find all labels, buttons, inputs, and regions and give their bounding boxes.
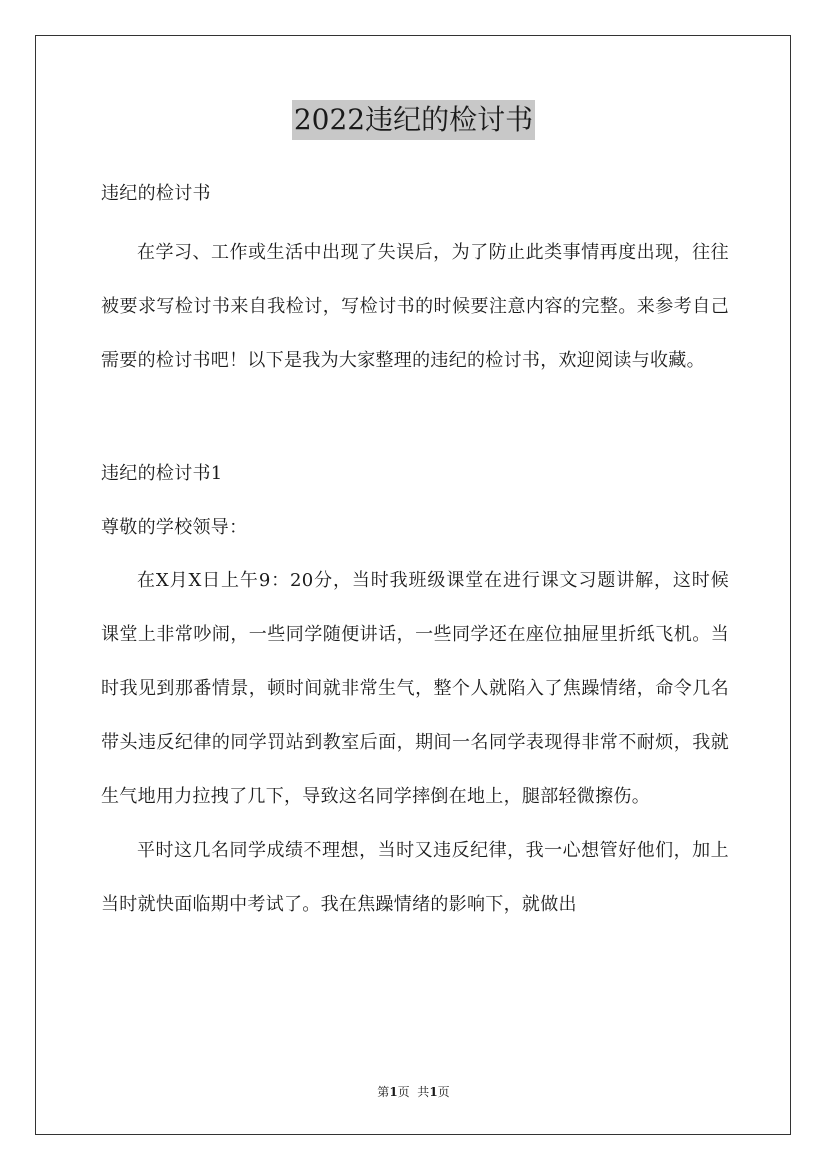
document-title: 2022违纪的检讨书 [292, 100, 535, 140]
footer-page-prefix: 第 [377, 1085, 390, 1099]
footer-page-current: 1 [389, 1085, 398, 1099]
salutation: 尊敬的学校领导： [101, 517, 248, 538]
title-wrap [0, 100, 827, 140]
intro-paragraph: 在学习、工作或生活中出现了失误后，为了防止此类事情再度出现，往往被要求写检讨书来自我检讨，写检讨书的时候要注意内容的完整。来参考自己需要的检讨书吧！以下是我为大家整理的违纪的检讨书，欢迎阅读与收藏。 [101, 242, 729, 371]
body-paragraph-2: 平时这几名同学成绩不理想，当时又违反纪律，我一心想管好他们，加上当时就快面临期中考试了。我在焦躁情绪的影响下，就做出 [101, 840, 729, 915]
document-body [101, 178, 729, 932]
footer-page-total: 1 [429, 1085, 438, 1099]
body-paragraph-1: 在X月X日上午9：20分，当时我班级课堂在进行课文习题讲解，这时候课堂上非常吵闹，一些同学随便讲话，一些同学还在座位抽屉里折纸飞机。当时我见到那番情景，顿时间就非常生气，整个人就陷入了焦躁情绪，命令几名带头违反纪律的同学罚站到教室后面，期间一名同学表现得非常不耐烦，我就生气地用力拉拽了几下，导致这名同学摔倒在地上，腿部轻微擦伤。 [101, 570, 729, 807]
section-heading: 违纪的检讨书1 [101, 463, 223, 484]
footer-page-mid: 页 共 [397, 1085, 430, 1099]
page-footer [0, 1083, 827, 1100]
subtitle: 违纪的检讨书 [101, 183, 211, 204]
footer-page-suffix: 页 [437, 1085, 450, 1099]
